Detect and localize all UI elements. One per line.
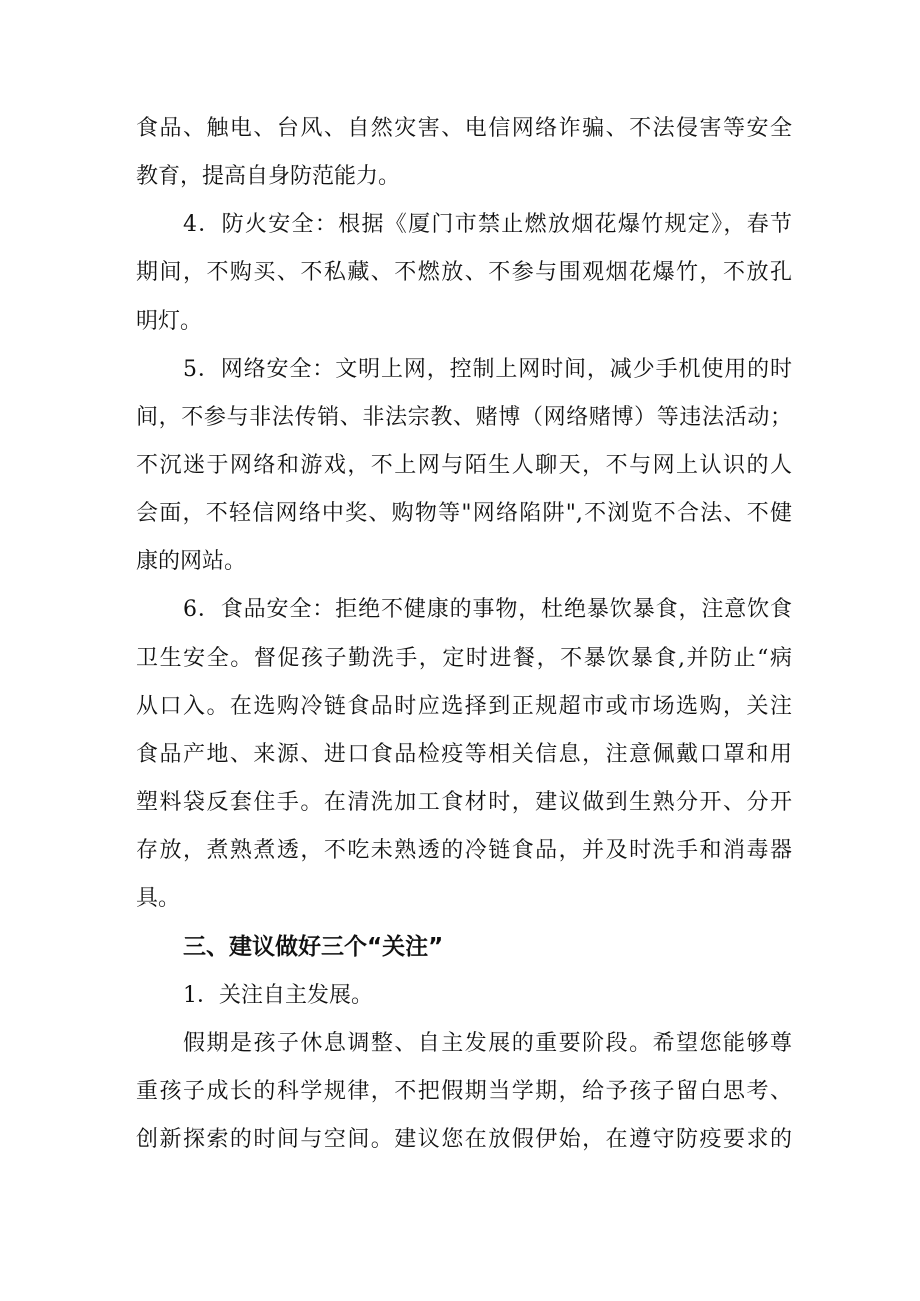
item-4-fire-safety: 4．防火安全：根据《厦门市禁止燃放烟花爆竹规定》，春节 — [183, 212, 792, 238]
paragraph-line: 间，不参与非法传销、非法宗教、赌博（网络赌博）等违法活动； — [136, 404, 792, 430]
paragraph-line: 存放，煮熟煮透，不吃未熟透的冷链食品，并及时洗手和消毒器 — [136, 838, 792, 864]
paragraph-line: 食品、触电、台风、自然灾害、电信网络诈骗、不法侵害等安全 — [136, 116, 792, 141]
paragraph-line: 食品产地、来源、进口食品检疫等相关信息，注意佩戴口罩和用 — [136, 741, 792, 767]
paragraph-line: 教育，提高自身防范能力。 — [136, 164, 401, 190]
paragraph-line: 重孩子成长的科学规律，不把假期当学期，给予孩子留白思考、 — [136, 1078, 792, 1104]
paragraph-line: 塑料袋反套住手。在清洗加工食材时，建议做到生熟分开、分开 — [136, 789, 792, 815]
document-body — [136, 105, 792, 1164]
paragraph-line: 具。 — [136, 886, 181, 912]
item-5-network-safety: 5．网络安全：文明上网，控制上网时间，减少手机使用的时 — [183, 356, 792, 382]
item-6-food-safety: 6．食品安全：拒绝不健康的事物，杜绝暴饮暴食，注意饮食 — [183, 597, 792, 623]
paragraph-line: 会面，不轻信网络中奖、购物等"网络陷阱",不浏览不合法、不健 — [136, 501, 792, 527]
paragraph-line: 明灯。 — [136, 308, 203, 334]
subsection-heading: 1．关注自主发展。 — [183, 982, 373, 1008]
paragraph-line: 不沉迷于网络和游戏，不上网与陌生人聊天，不与网上认识的人 — [136, 452, 792, 478]
paragraph-line: 创新探索的时间与空间。建议您在放假伊始，在遵守防疫要求的 — [136, 1126, 792, 1152]
paragraph-line: 假期是孩子休息调整、自主发展的重要阶段。希望您能够尊 — [183, 1030, 792, 1056]
paragraph-line: 从口入。在选购冷链食品时应选择到正规超市或市场选购，关注 — [136, 693, 792, 719]
paragraph-line: 期间，不购买、不私藏、不燃放、不参与围观烟花爆竹，不放孔 — [136, 260, 792, 286]
paragraph-line: 卫生安全。督促孩子勤洗手，定时进餐，不暴饮暴食,并防止“病 — [136, 645, 792, 671]
paragraph-line: 康的网站。 — [136, 549, 247, 575]
section-heading: 三、建议做好三个“关注” — [183, 934, 444, 961]
